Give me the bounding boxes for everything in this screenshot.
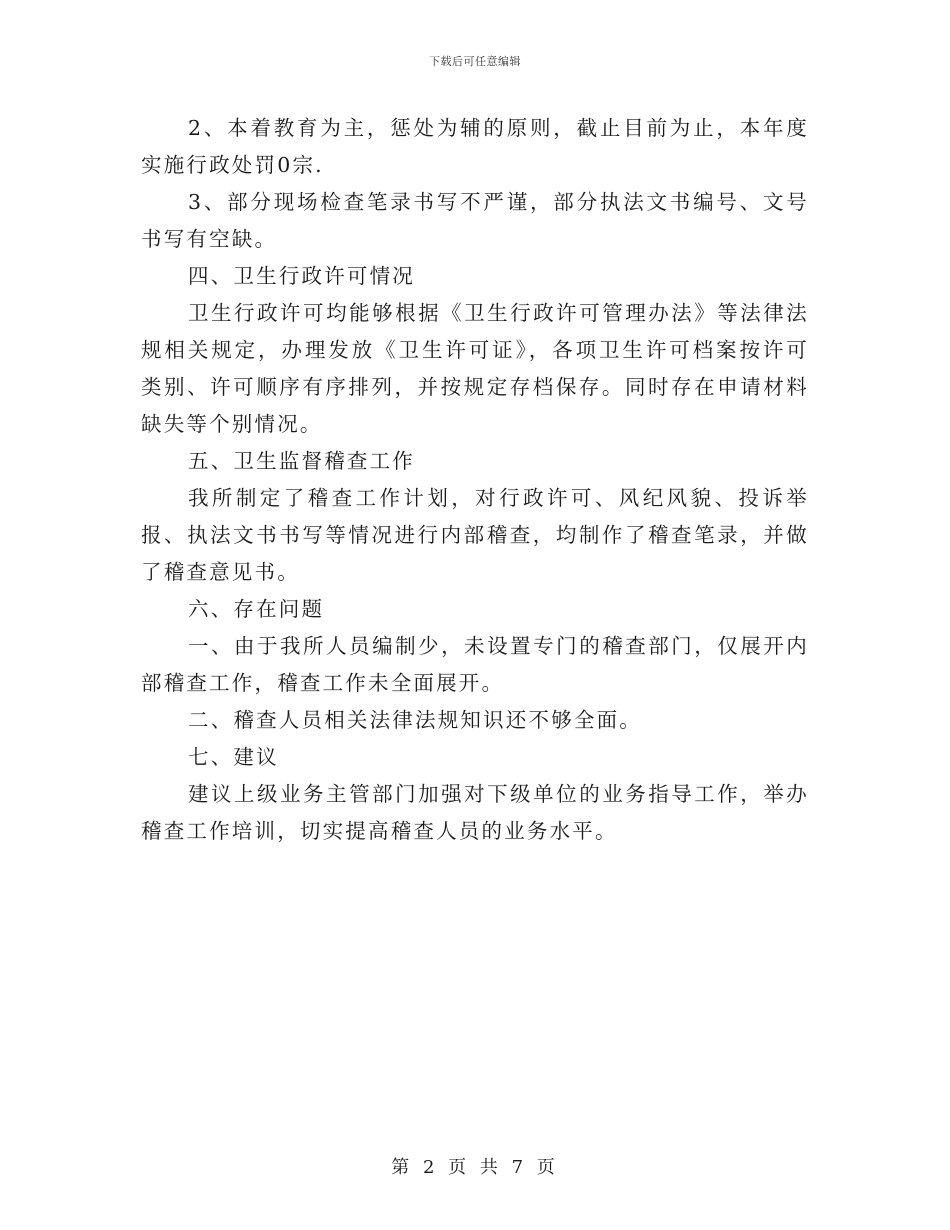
- paragraph-problem-2: 二、稽查人员相关法律法规知识还不够全面。: [188, 708, 642, 732]
- paragraph-record-issues: 3、部分现场检查笔录书写不严谨，部分执法文书编号、文号书写有空缺。: [141, 190, 809, 251]
- paragraph-penalty-count: 2、本着教育为主，惩处为辅的原则，截止目前为止，本年度实施行政处罚0宗.: [141, 116, 809, 177]
- paragraph-suggestion: 建议上级业务主管部门加强对下级单位的业务指导工作，举办稽查工作培训，切实提高稽查人员的业务水平。: [141, 782, 809, 843]
- section-heading-licensing: 四、卫生行政许可情况: [188, 264, 415, 288]
- paragraph-licensing: 卫生行政许可均能够根据《卫生行政许可管理办法》等法律法规相关规定，办理发放《卫生许可证》，各项卫生许可档案按许可类别、许可顺序有序排列，并按规定存档保存。同时存在申请材料缺失等个别情况。: [141, 301, 809, 436]
- document-body: [141, 110, 809, 850]
- section-heading-audit: 五、卫生监督稽查工作: [188, 449, 415, 473]
- page-header: 下载后可任意编辑: [429, 55, 521, 68]
- page-number-footer: 第 2 页 共 7 页: [391, 1157, 559, 1178]
- paragraph-problem-1: 一、由于我所人员编制少，未设置专门的稽查部门，仅展开内部稽查工作，稽查工作未全面展开。: [141, 634, 809, 695]
- section-heading-suggestions: 七、建议: [188, 745, 279, 769]
- paragraph-audit: 我所制定了稽查工作计划，对行政许可、风纪风貌、投诉举报、执法文书书写等情况进行内部稽查，均制作了稽查笔录，并做了稽查意见书。: [141, 486, 809, 584]
- section-heading-problems: 六、存在问题: [188, 597, 325, 621]
